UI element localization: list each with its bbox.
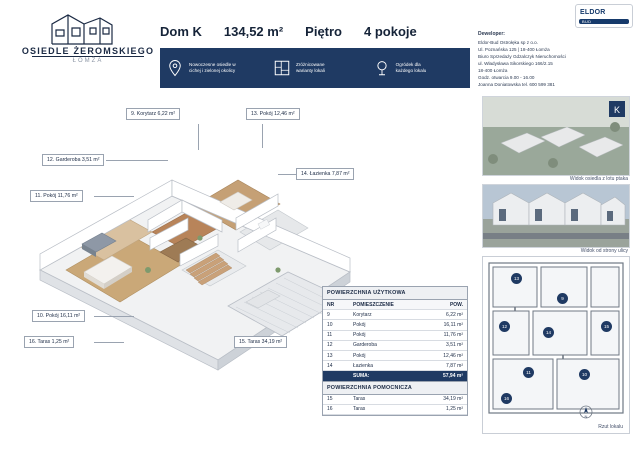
plan-label-14: 14. Łazienka 7,87 m² <box>296 168 354 180</box>
feature-variants-line1: Zróżnicowane <box>295 61 325 67</box>
developer-logo-secondary: BUD <box>582 19 592 24</box>
floorplan-icon <box>273 59 291 77</box>
level-name: Piętro <box>305 23 342 39</box>
feature-variants <box>267 59 367 77</box>
keyplan-marker-10: 10 <box>579 369 590 380</box>
col-area: POW. <box>424 300 467 310</box>
plan-label-10: 10. Pokój 16,11 m² <box>32 310 85 322</box>
table-row: 15 Taras 34,19 m² <box>323 395 467 405</box>
feature-garden-line2: każdego lokalu <box>395 68 427 73</box>
street-photo <box>482 184 630 248</box>
aerial-photo <box>482 96 630 176</box>
table-row: 11 Pokój 11,76 m² <box>323 330 467 340</box>
keyplan-marker-13: 13 <box>511 273 522 284</box>
total-area: 134,52 m² <box>223 23 284 39</box>
feature-variants-line2: warianty lokali <box>295 68 325 73</box>
logo-title: OSIEDLE ŻEROMSKIEGO <box>21 46 155 56</box>
garden-tree-icon <box>373 59 391 77</box>
keyplan-marker-14: 14 <box>543 327 554 338</box>
usable-area-table <box>323 300 467 381</box>
developer-line-6: Joanna Doniatowska tel. 600 599 381 <box>478 82 555 88</box>
keyplan-caption: Rzut lokalu <box>598 424 623 430</box>
unit-title-bar <box>160 16 470 46</box>
developer-line-3: ul. Władysława Sikorskiego 166/2.15 <box>478 61 553 67</box>
features-strip <box>160 48 470 88</box>
plan-label-15: 15. Taras 34,19 m² <box>234 336 287 348</box>
keyplan-marker-11: 11 <box>523 367 534 378</box>
developer-line-4: 18-400 Łomża <box>478 68 508 74</box>
leader-13 <box>262 124 263 148</box>
table-header-row <box>323 300 467 310</box>
brand-logo <box>18 12 158 74</box>
col-room: POMIESZCZENIE <box>349 300 424 310</box>
aerial-photo-caption: Widok osiedla z lotu ptaka <box>569 176 628 182</box>
keyplan-marker-9: 9 <box>557 293 568 304</box>
auxiliary-area-caption: POWIERZCHNIA POMOCNICZA <box>323 381 467 395</box>
developer-info <box>478 6 634 88</box>
feature-location <box>160 59 267 77</box>
street-photo-image <box>483 185 629 247</box>
feature-location-line1: Nowoczesne osiedle w <box>189 61 236 67</box>
table-sum-row <box>323 371 467 381</box>
logo-subtitle: ŁOMŻA <box>72 58 104 64</box>
developer-line-5: Godz. otwarcia 9.00 - 16.00 <box>478 75 535 81</box>
table-row: 9 Korytarz 6,22 m² <box>323 310 467 320</box>
sum-value: 57,94 m² <box>424 371 467 381</box>
area-tables <box>322 286 468 416</box>
plan-label-11: 11. Pokój 11,76 m² <box>30 190 83 202</box>
keyplan-marker-15: 15 <box>601 321 612 332</box>
house-outline-icon <box>46 12 118 46</box>
table-row: 14 Łazienka 7,87 m² <box>323 361 467 371</box>
plan-label-16: 16. Taras 1,25 m² <box>24 336 74 348</box>
feature-garden-line1: Ogródek dla <box>395 61 421 67</box>
developer-line-0: Eldor-Bud Ostrołęka sp z o.o. <box>478 39 539 45</box>
leader-12 <box>106 160 168 161</box>
col-nr: NR <box>323 300 349 310</box>
leader-16 <box>94 342 124 343</box>
house-name: Dom K <box>160 23 202 39</box>
svg-text:N: N <box>584 414 588 419</box>
usable-area-caption: POWIERZCHNIA UŻYTKOWA <box>323 287 467 300</box>
key-floorplan-drawing <box>483 257 629 433</box>
rooms-count: 4 pokoje <box>364 23 417 39</box>
table-row: 12 Garderoba 3,51 m² <box>323 340 467 350</box>
location-pin-icon <box>166 59 184 77</box>
keyplan-marker-12: 12 <box>499 321 510 332</box>
page-main <box>0 88 640 452</box>
table-row: 13 Pokój 12,46 m² <box>323 350 467 360</box>
leader-10 <box>94 316 134 317</box>
page-header <box>0 0 640 89</box>
leader-9 <box>198 124 199 150</box>
svg-text:K: K <box>613 105 621 115</box>
street-photo-caption: Widok od strony ulicy <box>580 248 628 254</box>
developer-logo-primary: ELDOR <box>580 9 606 16</box>
developer-line-2: Biuro Sprzedaży Gdzalczyk Nieruchomości <box>478 53 566 59</box>
plan-label-9: 9. Korytarz 6,22 m² <box>126 108 180 120</box>
aerial-photo-image <box>483 97 629 175</box>
table-row: 10 Pokój 16,11 m² <box>323 320 467 330</box>
key-floorplan <box>482 256 630 434</box>
logo-divider <box>32 56 144 57</box>
feature-location-line2: cichej i zielonej okolicy <box>189 68 236 73</box>
leader-11 <box>94 196 134 197</box>
developer-line-1: Ul. Poznańska 125 | 18-400 Łomża <box>478 46 550 52</box>
plan-label-12: 12. Garderoba 3,51 m² <box>42 154 104 166</box>
table-row: 16 Taras 1,25 m² <box>323 404 467 414</box>
sum-label: SUMA: <box>349 371 424 381</box>
feature-garden <box>367 59 470 77</box>
compass-icon <box>579 405 593 419</box>
auxiliary-area-table <box>323 395 467 415</box>
plan-label-13: 13. Pokój 12,46 m² <box>246 108 300 120</box>
keyplan-marker-16: 16 <box>501 393 512 404</box>
developer-heading: Deweloper: <box>478 31 505 37</box>
